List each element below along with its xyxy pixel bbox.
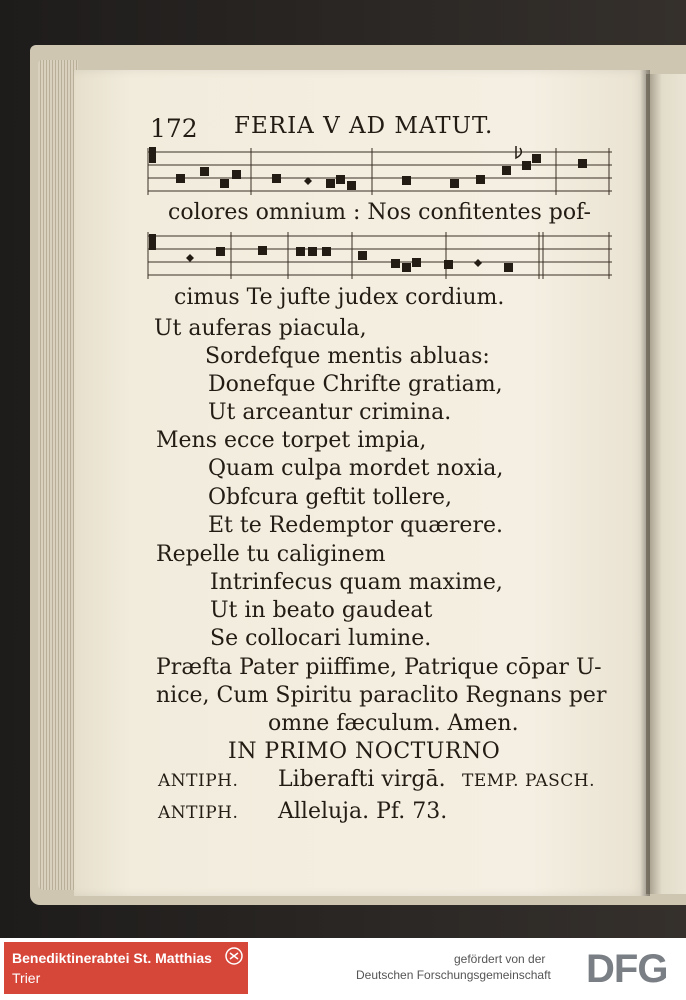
- antiphon-season: TEMP. PASCH.: [462, 771, 595, 791]
- funding-line-2: Deutschen Forschungsgemeinschaft: [356, 968, 551, 982]
- hymn-line: Quam culpa mordet noxia,: [208, 456, 504, 481]
- hymn-line: Mens ecce torpet impia,: [156, 428, 427, 453]
- hymn-line: Repelle tu caliginem: [156, 542, 386, 567]
- institution-city: Trier: [12, 970, 41, 986]
- hymn-line: Ut in beato gaudeat: [210, 598, 433, 623]
- institution-name: Benediktinerabtei St. Matthias: [12, 950, 212, 966]
- music-staff-2: [146, 230, 616, 286]
- hymn-line: Ut auferas piacula,: [154, 316, 367, 341]
- doxology-line: Præfta Pater piiffime, Patrique cōpar U-: [156, 655, 602, 680]
- antiphon-text: Alleluja. Pf. 73.: [278, 799, 448, 824]
- funding-line-1: gefördert von der: [454, 952, 546, 966]
- hymn-line: Sordefque mentis abluas:: [205, 344, 490, 369]
- hymn-line: Ut arceantur crimina.: [208, 400, 452, 425]
- gutter-shadow: [640, 70, 650, 896]
- chant-syllables-line-1: colores omnium : Nos confitentes pof-: [168, 200, 591, 225]
- antiphon-label: ANTIPH.: [158, 803, 239, 823]
- institution-emblem-icon: [224, 946, 244, 966]
- doxology-line: nice, Cum Spiritu paraclito Regnans per: [156, 683, 607, 708]
- page-number: 172: [150, 114, 198, 143]
- hymn-line: Obfcura geftit tollere,: [208, 485, 453, 510]
- institution-banner[interactable]: [4, 942, 248, 994]
- antiphon-label: ANTIPH.: [158, 771, 239, 791]
- chant-syllables-line-2: cimus Te jufte judex cordium.: [174, 285, 505, 310]
- antiphon-text: Liberafti virgā.: [278, 767, 446, 792]
- nocturn-heading: IN PRIMO NOCTURNO: [228, 739, 501, 764]
- hymn-line: Et te Redemptor quærere.: [208, 513, 503, 538]
- dfg-logo[interactable]: DFG: [586, 947, 668, 991]
- digitization-footer: [0, 938, 686, 1000]
- doxology-line: omne fæculum. Amen.: [268, 711, 519, 736]
- facing-page: [646, 74, 686, 894]
- running-head: FERIA V AD MATUT.: [234, 113, 494, 139]
- page-edges: [38, 60, 78, 890]
- hymn-line: Se collocari lumine.: [210, 626, 432, 651]
- music-staff-1: [146, 146, 616, 198]
- hymn-line: Donefque Chrifte gratiam,: [208, 372, 503, 397]
- hymn-line: Intrinfecus quam maxime,: [210, 570, 503, 595]
